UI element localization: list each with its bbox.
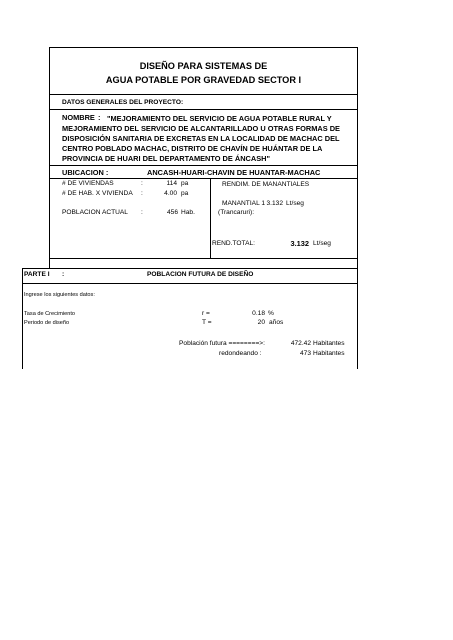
rounded-value: 473 bbox=[299, 350, 311, 357]
project-line-1: "MEJORAMIENTO DEL SERVICIO DE AGUA POTABLE RURAL Y bbox=[107, 114, 332, 123]
viviendas-colon: : bbox=[141, 180, 143, 187]
part1-title: POBLACION FUTURA DE DISEÑO bbox=[147, 271, 254, 278]
project-line-3: DISPOSICIÓN SANITARIA DE EXCRETAS EN LA LOCALIDAD DE MACHAC DEL bbox=[62, 134, 340, 143]
growth-rate-value: 0.18 bbox=[252, 310, 265, 317]
design-period-unit: años bbox=[269, 319, 284, 326]
poblacion-label: POBLACION ACTUAL bbox=[62, 209, 128, 216]
location-top-divider bbox=[49, 165, 358, 166]
poblacion-colon: : bbox=[141, 209, 143, 216]
viviendas-label: # DE VIVIENDAS bbox=[62, 180, 114, 187]
rendimiento-label: RENDIM. DE MANANTIALES bbox=[222, 181, 310, 188]
location-value: ANCASH-HUARI-CHAVIN DE HUANTAR-MACHAC bbox=[147, 168, 321, 177]
project-line-5: PROVINCIA DE HUARI DEL DEPARTAMENTO DE ÁNCASH" bbox=[62, 154, 270, 163]
project-line-2: MEJORAMIENTO DEL SERVICIO DE ALCANTARILLADO U OTRAS FORMAS DE bbox=[62, 124, 340, 133]
header-bottom-border bbox=[49, 94, 358, 95]
growth-rate-unit: % bbox=[268, 310, 274, 317]
design-period-value: 20 bbox=[257, 319, 265, 326]
manantial-label: MANANTIAL 1 bbox=[222, 200, 265, 207]
title-line-2: AGUA POTABLE POR GRAVEDAD SECTOR I bbox=[105, 75, 302, 85]
location-bottom-divider bbox=[49, 178, 358, 179]
manantial-value: 3.132 bbox=[266, 200, 283, 207]
hab-unit: pa bbox=[181, 190, 189, 197]
title-line-1: DISEÑO PARA SISTEMAS DE bbox=[139, 61, 268, 71]
future-population-unit: Habitantes bbox=[313, 340, 345, 347]
poblacion-unit: Hab. bbox=[181, 209, 195, 216]
part1-colon: : bbox=[62, 271, 65, 278]
total-value: 3.132 bbox=[290, 239, 309, 248]
hab-colon: : bbox=[141, 190, 143, 197]
frame-top-border bbox=[49, 47, 358, 48]
future-population-label: Población futura ========>: bbox=[179, 340, 265, 347]
poblacion-value: 456 bbox=[166, 209, 178, 216]
section-divider-general bbox=[49, 109, 358, 110]
manantial-sub-label: (Trancaruri): bbox=[218, 209, 255, 216]
data-bottom-divider bbox=[49, 258, 358, 259]
name-label: NOMBRE bbox=[62, 113, 95, 122]
part1-label: PARTE I bbox=[24, 271, 50, 278]
rounded-unit: Habitantes bbox=[313, 350, 345, 357]
growth-rate-label: Tasa de Crecimiento bbox=[24, 311, 75, 317]
frame-right-border bbox=[357, 47, 358, 369]
data-column-divider bbox=[210, 178, 211, 258]
total-label: REND.TOTAL: bbox=[212, 240, 255, 247]
hab-label: # DE HAB. X VIVIENDA bbox=[62, 190, 133, 197]
manantial-unit: Lt/seg bbox=[286, 200, 304, 207]
total-unit: Lt/seg bbox=[313, 240, 331, 247]
name-colon: : bbox=[98, 113, 101, 122]
rounded-label: redondeando : bbox=[219, 350, 262, 357]
growth-rate-symbol: r = bbox=[202, 310, 210, 317]
input-prompt: Ingrese los siguientes datos: bbox=[24, 292, 95, 298]
project-line-4: CENTRO POBLADO MACHAC, DISTRITO DE CHAVÍN DE HUÁNTAR DE LA bbox=[62, 144, 323, 153]
viviendas-unit: pa bbox=[181, 180, 189, 187]
location-label: UBICACION : bbox=[62, 168, 109, 177]
part1-bottom-divider bbox=[22, 283, 358, 284]
section-label-general: DATOS GENERALES DEL PROYECTO: bbox=[62, 99, 184, 106]
design-period-symbol: T = bbox=[202, 319, 212, 326]
hab-value: 4.00 bbox=[164, 190, 177, 197]
viviendas-value: 114 bbox=[166, 180, 177, 187]
future-population-value: 472.42 bbox=[290, 340, 311, 347]
design-period-label: Periodo de diseño bbox=[24, 320, 70, 326]
part1-top-divider bbox=[22, 268, 358, 269]
